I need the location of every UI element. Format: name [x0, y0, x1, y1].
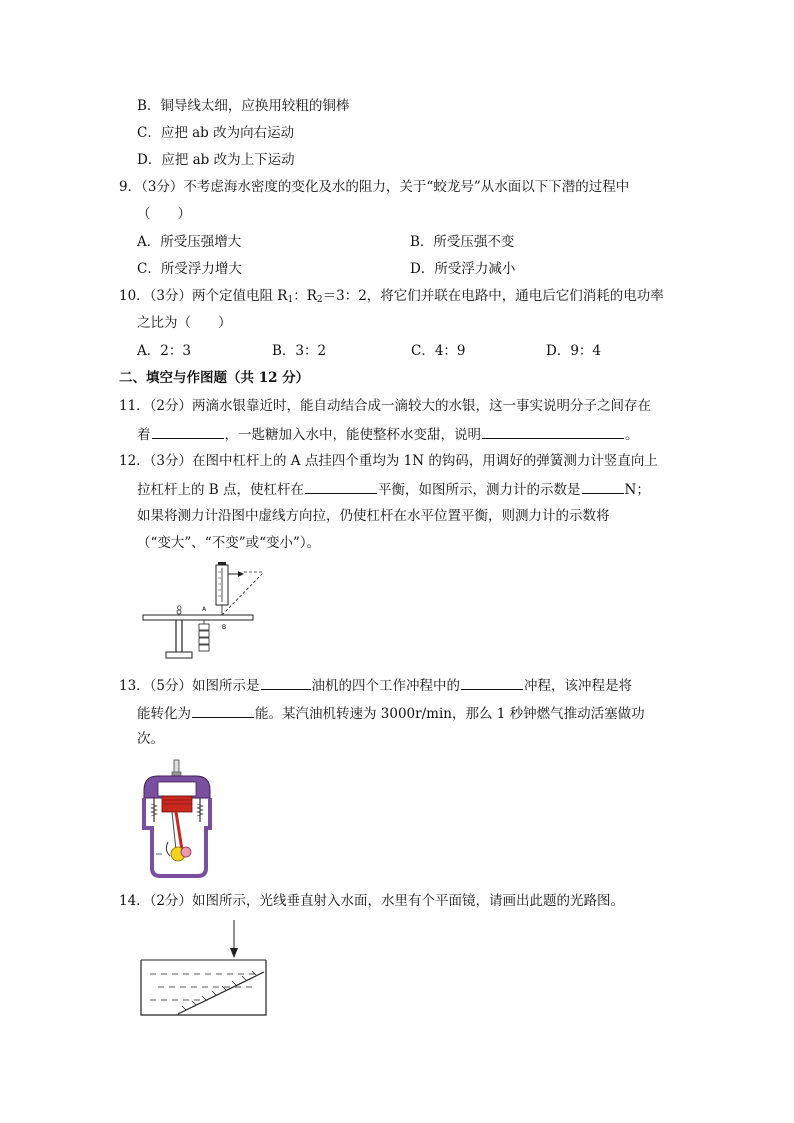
stand-base — [166, 652, 192, 658]
q13-text-c: 冲程，该冲程是将 — [524, 678, 633, 694]
scale-handle-arrow — [238, 571, 244, 577]
lever-figure — [138, 560, 278, 664]
weight-2 — [199, 631, 209, 637]
q10-stem-line2: 之比为（ ） — [137, 315, 232, 331]
q10-stem-part3: ＝3：2，将它们并联在电路中，通电后它们消耗的电功率 — [322, 288, 664, 304]
q13-blank-3[interactable] — [192, 703, 254, 718]
water-container — [141, 960, 266, 1015]
weight-3 — [199, 638, 209, 644]
q12-line1: 12．（3分）在图中杠杆上的 A 点挂四个重均为 1N 的钩码，用调好的弹簧测力计竖直向上 — [119, 453, 658, 469]
q13-text-b: 油机的四个工作冲程中的 — [311, 678, 461, 694]
q12-blank-1[interactable] — [305, 479, 377, 494]
q11-line2 — [137, 424, 639, 444]
q12-line3: 如果将测力计沿图中虚线方向拉，仍使杠杆在水平位置平衡，则测力计的示数将 — [137, 508, 610, 524]
engine-figure — [138, 758, 218, 878]
q14-line1: 14．（2分）如图所示，光线垂直射入水面，水里有个平面镜，请画出此题的光路图。 — [119, 893, 625, 909]
q10-stem-line1 — [119, 287, 664, 305]
q10-sub-1: 1 — [287, 295, 294, 305]
q13-text-e: 能。某汽油机转速为 3000r/min，那么 1 秒钟燃气推动活塞做功 — [255, 706, 645, 722]
q12-line2 — [137, 479, 650, 499]
q8-option-b: B．铜导线太细，应换用较粗的铜棒 — [137, 98, 350, 114]
q13-blank-1[interactable] — [261, 675, 311, 690]
combustion-chamber — [158, 782, 196, 796]
q10-sub-2: 2 — [316, 295, 323, 305]
rotation-arrow — [166, 842, 170, 856]
q12-text-c: N； — [624, 482, 650, 498]
lever-bar — [143, 615, 253, 620]
q13-line2 — [137, 703, 645, 723]
q9-option-a: A．所受压强增大 — [137, 234, 242, 250]
q13-line1 — [119, 675, 632, 695]
q12-text-b: 平衡，如图所示，测力计的示数是 — [378, 482, 581, 498]
connecting-rod — [176, 812, 182, 850]
q10-option-d: D．9：4 — [546, 343, 602, 359]
q9-stem-line1: 9．（3分）不考虑海水密度的变化及水的阻力，关于“蛟龙号”从水面以下下潜的过程中 — [119, 179, 630, 195]
q9-option-c: C．所受浮力增大 — [137, 261, 242, 277]
q13-blank-2[interactable] — [461, 675, 523, 690]
q9-stem-line2: （ ） — [137, 206, 191, 222]
weight-4 — [199, 645, 209, 651]
q12-blank-2[interactable] — [582, 479, 624, 494]
q11-text-b: ，一匙糖加入水中，能使整杯水变甜，说明 — [224, 427, 481, 443]
q10-option-b: B．3：2 — [272, 343, 327, 359]
label-b: B — [222, 624, 227, 631]
q13-line3: 次。 — [137, 731, 164, 747]
q8-option-d: D．应把 ab 改为上下运动 — [137, 152, 295, 168]
q10-stem-part2: ：R — [293, 288, 317, 304]
q8-option-c: C．应把 ab 改为向右运动 — [137, 125, 295, 141]
section-title: 二、填空与作图题（共 12 分） — [119, 370, 310, 386]
q10-option-c: C．4：9 — [411, 343, 466, 359]
weight-1 — [199, 624, 209, 630]
q9-option-b: B．所受压强不变 — [410, 234, 515, 250]
q9-option-d: D．所受浮力减小 — [410, 261, 516, 277]
q11-text-c: 。 — [625, 427, 639, 443]
q12-text-a: 拉杠杆上的 B 点，使杠杆在 — [137, 482, 305, 498]
label-o: O — [177, 605, 182, 612]
q11-line1: 11．（2分）两滴水银靠近时，能自动结合成一滴较大的水银，这一事实说明分子之间存在 — [119, 398, 652, 414]
q13-text-d: 能转化为 — [137, 706, 191, 722]
q13-text-a: 13．（5分）如图所示是 — [119, 678, 260, 694]
incident-ray-arrow — [230, 948, 238, 958]
q11-text-a: 着 — [137, 427, 151, 443]
label-a: A — [202, 606, 207, 613]
q10-stem-part1: 10．（3分）两个定值电阻 R — [119, 288, 288, 304]
plane-mirror — [178, 972, 264, 1014]
q11-blank-1[interactable] — [152, 424, 224, 439]
crank-pin — [181, 847, 191, 857]
q11-blank-2[interactable] — [482, 424, 624, 439]
q12-line4: （“变大”、“不变”或“变小”）。 — [137, 535, 321, 551]
q10-option-a: A．2：3 — [137, 343, 191, 359]
light-path-figure — [138, 918, 270, 1018]
